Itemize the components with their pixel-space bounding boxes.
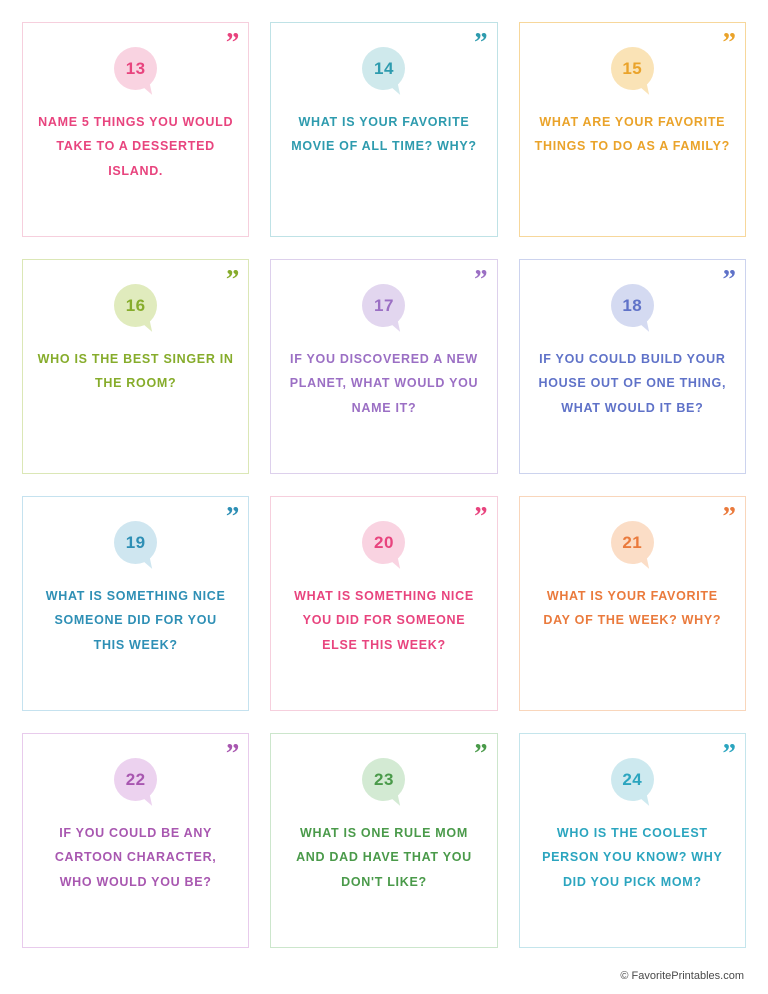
card-question-text: WHAT ARE YOUR FAVORITE THINGS TO DO AS A FAMILY?	[534, 115, 730, 154]
card-question-text: NAME 5 THINGS YOU WOULD TAKE TO A DESSERTED ISLAND.	[38, 115, 234, 178]
question-card	[270, 259, 497, 474]
quote-mark-icon: ”	[225, 738, 239, 768]
card-number: 20	[374, 532, 394, 552]
question-card	[519, 259, 746, 474]
card-question-text: WHO IS THE COOLEST PERSON YOU KNOW? WHY DID YOU PICK MOM?	[542, 826, 723, 889]
quote-mark-icon: ”	[474, 27, 487, 57]
quote-mark-icon: ”	[225, 501, 239, 531]
footer-credit: © FavoritePrintables.com	[620, 970, 744, 982]
question-card	[22, 496, 249, 711]
card-number: 14	[374, 58, 394, 78]
number-bubble	[611, 47, 654, 90]
question-card	[270, 22, 497, 237]
quote-mark-icon: ”	[722, 264, 735, 294]
card-question-text: WHAT IS SOMETHING NICE YOU DID FOR SOMEONE ELSE THIS WEEK?	[294, 589, 474, 652]
question-card	[22, 259, 249, 474]
quote-mark-icon: ”	[474, 738, 487, 768]
question-card	[22, 733, 249, 948]
card-number: 19	[125, 532, 146, 552]
quote-mark-icon: ”	[225, 27, 239, 57]
number-bubble	[362, 47, 405, 90]
question-card	[22, 22, 249, 237]
card-number: 24	[622, 769, 643, 789]
card-number: 18	[622, 295, 643, 315]
card-question-text: IF YOU DISCOVERED A NEW PLANET, WHAT WOULD YOU NAME IT?	[289, 352, 479, 415]
number-bubble	[362, 521, 405, 564]
card-question-text: WHAT IS ONE RULE MOM AND DAD HAVE THAT YOU DON'T LIKE?	[296, 826, 472, 889]
number-bubble	[114, 758, 157, 801]
card-question-text: WHAT IS YOUR FAVORITE MOVIE OF ALL TIME? WHY?	[291, 115, 477, 154]
number-bubble	[611, 521, 654, 564]
card-number: 13	[125, 58, 146, 78]
card-question-text: IF YOU COULD BUILD YOUR HOUSE OUT OF ONE THING, WHAT WOULD IT BE?	[538, 352, 727, 415]
card-question-text: IF YOU COULD BE ANY CARTOON CHARACTER, WHO WOULD YOU BE?	[54, 826, 217, 889]
card-number: 23	[374, 769, 394, 789]
card-number: 17	[374, 295, 394, 315]
quote-mark-icon: ”	[722, 738, 735, 768]
question-card-grid	[22, 22, 746, 948]
card-number: 15	[622, 58, 643, 78]
number-bubble	[362, 758, 405, 801]
quote-mark-icon: ”	[474, 501, 487, 531]
question-card	[270, 496, 497, 711]
question-card	[270, 733, 497, 948]
card-question-text: WHAT IS SOMETHING NICE SOMEONE DID FOR YOU THIS WEEK?	[45, 589, 226, 652]
card-number: 21	[622, 532, 643, 552]
card-question-text: WHO IS THE BEST SINGER IN THE ROOM?	[37, 352, 234, 391]
number-bubble	[362, 284, 405, 327]
quote-mark-icon: ”	[474, 264, 487, 294]
number-bubble	[114, 521, 157, 564]
quote-mark-icon: ”	[722, 27, 735, 57]
number-bubble	[114, 47, 157, 90]
card-number: 22	[125, 769, 146, 789]
quote-mark-icon: ”	[225, 264, 239, 294]
number-bubble	[114, 284, 157, 327]
quote-mark-icon: ”	[722, 501, 735, 531]
question-card	[519, 496, 746, 711]
number-bubble	[611, 758, 654, 801]
card-question-text: WHAT IS YOUR FAVORITE DAY OF THE WEEK? WHY?	[543, 589, 722, 628]
question-card	[519, 22, 746, 237]
question-card	[519, 733, 746, 948]
card-number: 16	[125, 295, 146, 315]
number-bubble	[611, 284, 654, 327]
